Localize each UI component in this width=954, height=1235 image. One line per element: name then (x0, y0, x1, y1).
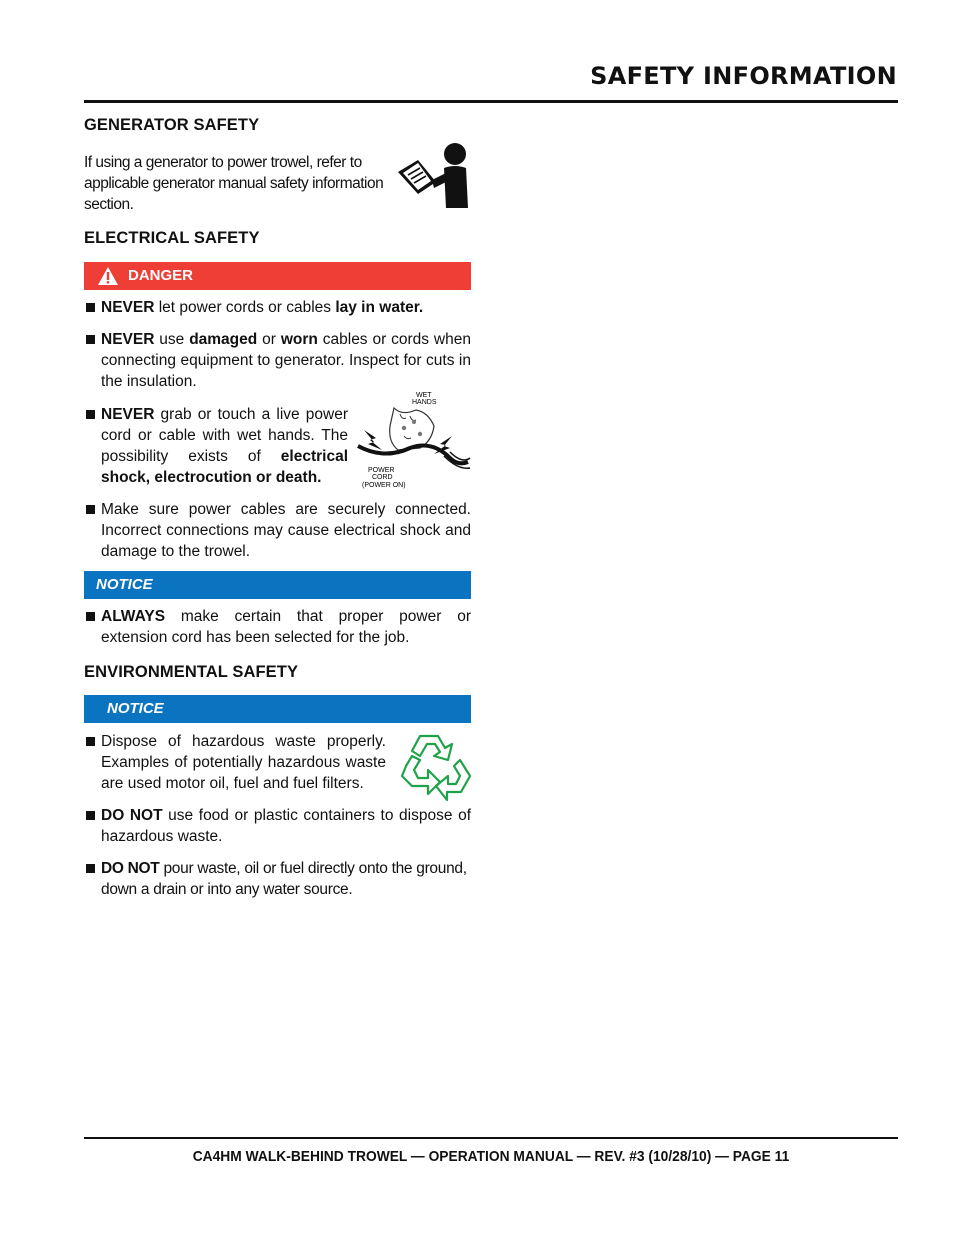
read-manual-icon (396, 142, 472, 210)
notice-label: NOTICE (96, 576, 153, 593)
page-footer: CA4HM WALK-BEHIND TROWEL — OPERATION MANUAL — REV. #3 (10/28/10) — PAGE 11 (192, 1148, 790, 1165)
environmental-bullet-1: Dispose of hazardous waste properly. Examples of potentially hazardous waste are used motor oil, fuel and fuel filters. (101, 733, 386, 792)
bullet-marker (86, 612, 95, 621)
notice-banner (84, 571, 471, 599)
electrical-bullet-5: ALWAYS make certain that proper power or extension cord has been selected for the job. (101, 608, 471, 646)
generator-safety-text: If using a generator to power trowel, refer to applicable generator manual safety information section. (84, 154, 384, 213)
environmental-safety-heading: ENVIRONMENTAL SAFETY (84, 663, 299, 681)
electrical-bullet-3: NEVER grab or touch a live power cord or cable with wet hands. The possibility exists of electrical shock, electrocution or death. (101, 406, 348, 486)
bullet-marker (86, 737, 95, 746)
label-cord: CORD (372, 474, 393, 481)
bullet-marker (86, 335, 95, 344)
label-power: POWER (368, 467, 395, 474)
footer-rule (84, 1137, 898, 1139)
bullet-marker (86, 410, 95, 419)
bullet-marker (86, 811, 95, 820)
environmental-bullet-2: DO NOT use food or plastic containers to dispose of hazardous waste. (101, 807, 472, 845)
environmental-bullet-3: DO NOT pour waste, oil or fuel directly onto the ground, down a drain or into any water source. (101, 860, 467, 898)
bullet-marker (86, 505, 95, 514)
warning-triangle-icon (97, 266, 119, 286)
danger-banner (84, 262, 471, 290)
electrical-bullet-4: Make sure power cables are securely connected. Incorrect connections may cause electrical shock and damage to the trowel. (101, 501, 471, 560)
recycle-icon (398, 730, 472, 802)
danger-label: DANGER (128, 267, 194, 284)
page-title: SAFETY INFORMATION (590, 62, 897, 90)
label-power-on: (POWER ON) (362, 482, 406, 489)
generator-safety-heading: GENERATOR SAFETY (84, 116, 260, 134)
label-wet: WET (416, 392, 432, 399)
label-hands: HANDS (412, 399, 437, 406)
electrical-bullet-1: NEVER let power cords or cables lay in water. (101, 299, 424, 316)
wet-hands-power-cord-illustration (354, 386, 472, 490)
notice-label: NOTICE (107, 700, 164, 717)
bullet-marker (86, 303, 95, 312)
header-rule (84, 100, 898, 103)
electrical-safety-heading: ELECTRICAL SAFETY (84, 229, 260, 247)
bullet-marker (86, 864, 95, 873)
electrical-bullet-2: NEVER use damaged or worn cables or cords when connecting equipment to generator. Inspect for cuts in the insulation. (101, 331, 471, 390)
notice-banner (84, 695, 471, 723)
